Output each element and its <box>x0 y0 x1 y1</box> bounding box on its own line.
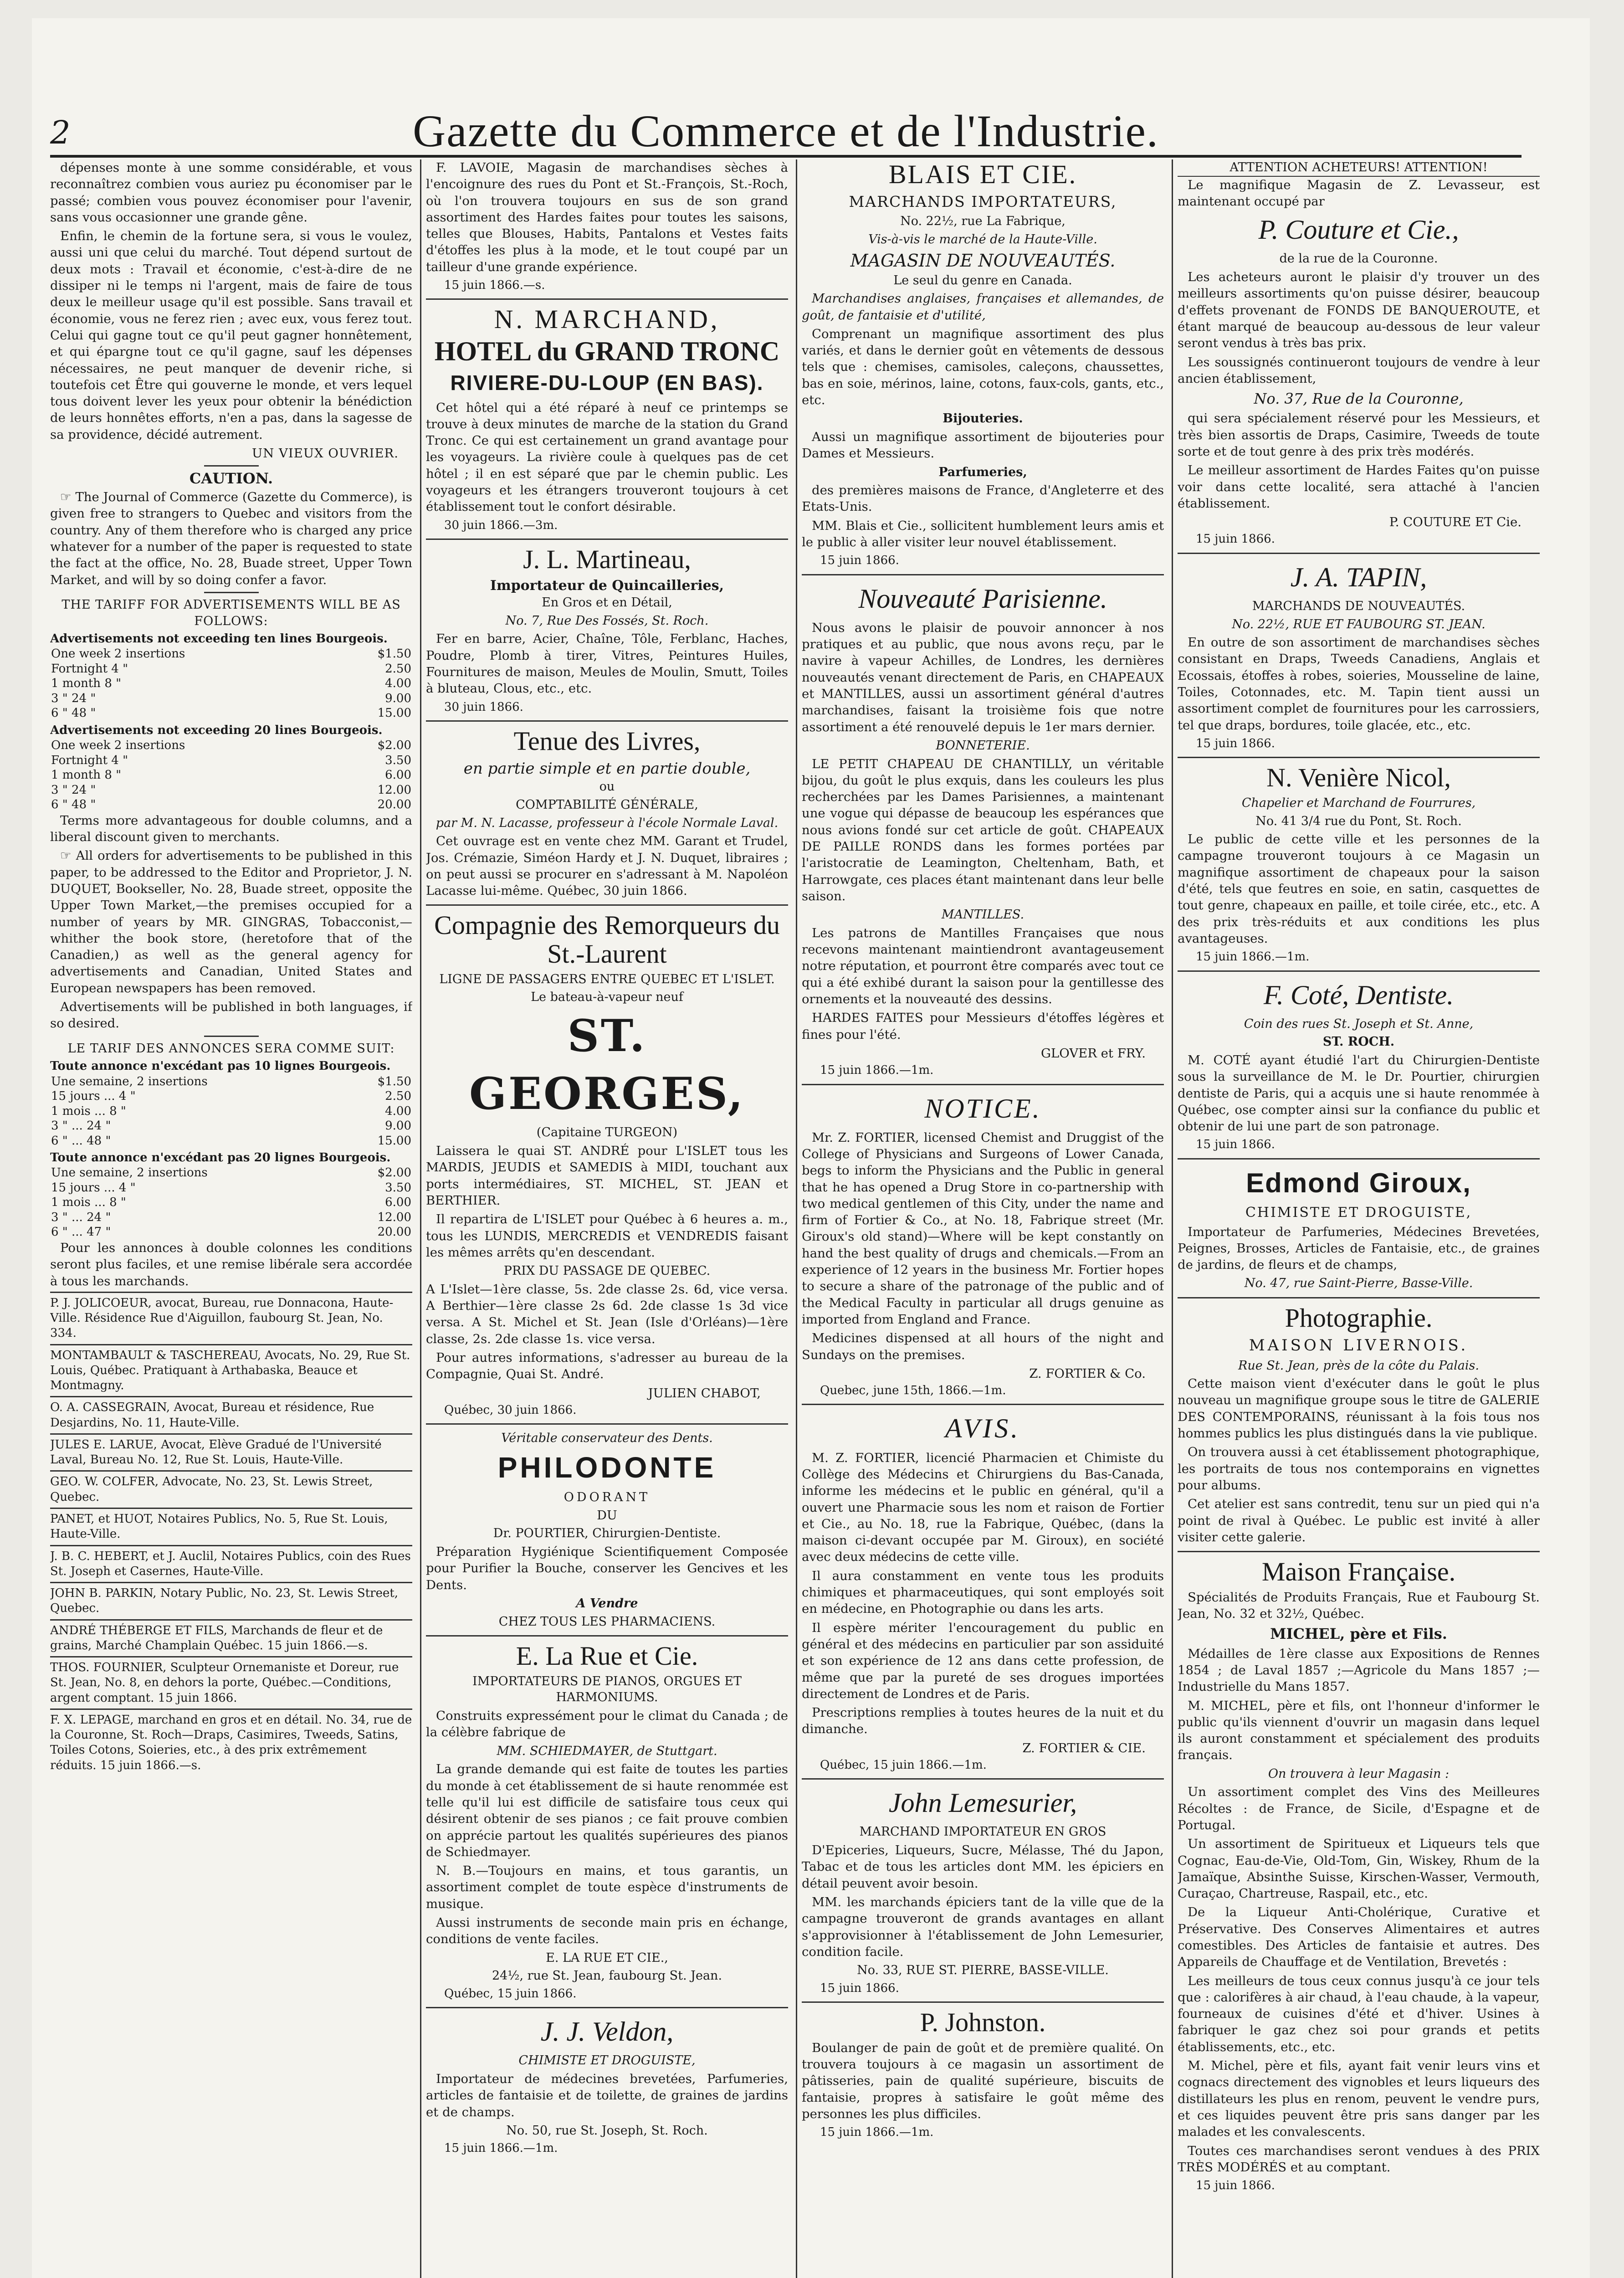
business-card: O. A. CASSEGRAIN, Avocat, Bureau et résidence, Rue Desjardins, No. 11, Haute-Ville. <box>50 1396 412 1433</box>
tariff-amount: $1.50 <box>377 647 411 661</box>
martineau-title: Importateur de Quincailleries, <box>490 577 724 594</box>
martineau-address: No. 7, Rue Des Fossés, St. Roch. <box>505 613 709 628</box>
attention-name: P. Couture et Cie., <box>1258 215 1459 245</box>
nicol-text: Le public de cette ville et les personnes de la campagne trouveront toujours à ce Magasin un magnifique assortiment de chapeaux pour la saison d'été, tels que feutres en soie, en satin, casquettes de tout genre, chapeaux en paille, et toile cirée, etc., etc. A des prix très-réduits et aux conditions les plus avantageuses. <box>1178 832 1540 946</box>
lavoie-ad-text: F. LAVOIE, Magasin de marchandises sèches à l'encoignure des rues du Pont et St.-François, St.-Roch, où l'on trouvera toujours en sus de son grand assortiment des Hardes faites pour toutes les saisons, telles que Blouses, Habits, Pantalons et Vestes faits d'étoffes les plus à la mode, et le tout coupé par un tailleur d'une grande expérience. <box>426 160 788 274</box>
divider <box>1178 1158 1540 1160</box>
martineau-text: Fer en barre, Acier, Chaîne, Tôle, Ferblanc, Haches, Poudre, Plomb à tirer, Vitres, Peintures Huiles, Fournitures de maison, Meules de Moulin, Smutt, Toiles à bluteau, Clous, etc., etc. <box>426 631 788 696</box>
journal-title: Gazette du Commerce et de l'Industrie. <box>413 106 1159 156</box>
tariff-row <box>50 706 412 721</box>
divider <box>1178 1551 1540 1552</box>
tariff-amount: 2.50 <box>385 1089 411 1103</box>
nicol-address: No. 41 3/4 rue du Pont, St. Roch. <box>1255 814 1462 828</box>
business-card: JULES E. LARUE, Avocat, Elève Gradué de l'Université Laval, Bureau No. 12, Rue St. Louis, Haute-Ville. <box>50 1433 412 1471</box>
veldon-name: J. J. Veldon, <box>540 2016 674 2047</box>
tariff-row <box>50 753 412 768</box>
blais-name: BLAIS ET CIE. <box>888 159 1077 189</box>
business-card: ANDRÉ THÉBERGE ET FILS, Marchands de fleur et de grains, Marché Champlain Québec. 15 juin 1866.—s. <box>50 1619 412 1657</box>
tariff-en-table-1 <box>50 646 412 721</box>
tariff-row <box>50 646 412 662</box>
caution-text: ☞ The Journal of Commerce (Gazette du Commerce), is given free to strangers to Quebec and visitors from the country. Any of them therefore who is charged any price whatever for a number of the paper is requested to state the fact at the office, No. 28, Buade street, Upper Town Market, and will by so doing confer a favor. <box>50 490 412 587</box>
divider <box>1178 757 1540 758</box>
divider <box>802 1084 1164 1085</box>
tariff-amount: 12.00 <box>377 783 411 797</box>
tariff-amount: 15.00 <box>377 706 411 720</box>
tariff-amount: 4.00 <box>385 1104 411 1118</box>
divider <box>1178 1297 1540 1298</box>
tariff-fr-table-2 <box>50 1165 412 1240</box>
tariff-row <box>50 1195 412 1210</box>
cote-roch: ST. ROCH. <box>1322 1035 1395 1049</box>
tariff-amount: 2.50 <box>385 662 411 676</box>
livres-author: par M. N. Lacasse, professeur à l'école Normale Laval. <box>435 816 779 830</box>
ad-date: 15 juin 1866.—s. <box>444 278 545 292</box>
tapin-address: No. 22½, RUE ET FAUBOURG ST. JEAN. <box>1232 617 1486 631</box>
column-3 <box>802 159 1164 2278</box>
mf-text: Médailles de 1ère classe aux Expositions de Rennes 1854 ; de Laval 1857 ;—Agricole du Mans 1857 ;—Industrielle du Mans 1857. <box>1178 1646 1540 1694</box>
tariff-en-heading: Advertisements not exceeding ten lines Bourgeois. <box>50 632 388 646</box>
avis-sign: Z. FORTIER & CIE. <box>1022 1740 1146 1755</box>
marchand-text: Cet hôtel qui a été réparé à neuf ce printemps se trouve à deux minutes de marche de la station du Grand Tronc. Ce qui est certainement un grand avantage pour les voyageurs. La rivière coule à quelques pas de cet hôtel ; il en est séparé que par le chemin public. Les voyageurs et les étrangers trouveront toujours à cet établissement tout le confort désirable. <box>426 400 788 514</box>
divider <box>426 720 788 722</box>
ad-date: 15 juin 1866.—1m. <box>820 2125 934 2139</box>
cote-name: F. Coté, Dentiste. <box>1263 980 1454 1010</box>
livres-compta: COMPTABILITÉ GÉNÉRALE, <box>516 798 698 812</box>
blais-vis: Vis-à-vis le marché de la Haute-Ville. <box>868 232 1097 246</box>
marchand-name: N. MARCHAND, <box>494 304 720 334</box>
mf-owner: MICHEL, père et Fils. <box>1270 1625 1447 1643</box>
business-card: PANET, et HUOT, Notaires Publics, No. 5, Rue St. Louis, Haute-Ville. <box>50 1508 412 1545</box>
tariff-row <box>50 1089 412 1104</box>
mf-text: M. MICHEL, père et fils, ont l'honneur d'informer le public qu'ils viennent d'ouvrir un magasin dans lequel ils auront constamment et spécialement des produits français. <box>1178 1698 1540 1763</box>
mf-text: Un assortiment complet des Vins des Meilleures Récoltes : de France, de Sicile, d'Espagne et de Portugal. <box>1178 1785 1540 1832</box>
cote-address: Coin des rues St. Joseph et St. Anne, <box>1244 1016 1474 1031</box>
tariff-amount: $2.00 <box>377 1166 411 1180</box>
tapin-text: En outre de son assortiment de marchandises sèches consistant en Draps, Tweeds Canadiens, Anglais et Ecossais, étoffes à robes, soieries, Mousseline de laine, Toiles, Cotonnades, etc. M. Tapin tient aussi un assortiment complet de fournitures pour les carrossiers, tel que draps, bordures, toile glacée, etc., etc. <box>1178 635 1540 733</box>
philodonte-text: Préparation Hygiénique Scientifiquement Composée pour Purifier la Bouche, conserver les Gencives et les Dents. <box>426 1544 788 1592</box>
larue-text: Aussi instruments de seconde main pris en échange, conditions de vente faciles. <box>426 1915 788 1947</box>
tariff-period: 3 " 24 " <box>51 783 96 797</box>
ad-date: 15 juin 1866. <box>820 554 899 568</box>
tariff-row <box>50 797 412 812</box>
divider <box>802 2001 1164 2003</box>
tariff-row <box>50 662 412 677</box>
tariff-amount: 3.50 <box>385 753 411 767</box>
caution-title: CAUTION. <box>189 470 273 487</box>
orders-text: ☞ All orders for advertisements to be published in this paper, to be addressed to the Editor and Proprietor, J. N. DUQUET, Bookseller, No. 28, Buade street, opposite the Upper Town Market,—the premises occupied for a number of years by MR. GINGRAS, Tobacconist,—whither the book store, (heretofore that of the Canadien,) as well as the general agency for advertisements and Canadian, United States and European newspapers has been removed. <box>50 848 412 995</box>
attention-text: Le magnifique Magasin de Z. Levasseur, est maintenant occupé par <box>1178 177 1540 209</box>
blais-text: Aussi un magnifique assortiment de bijouteries pour Dames et Messieurs. <box>802 429 1164 461</box>
veldon-address: No. 50, rue St. Joseph, St. Roch. <box>506 2123 708 2138</box>
photo-title: Photographie. <box>1285 1303 1433 1333</box>
larue-text: La grande demande qui est faite de toutes les parties du monde à cet établissement de si haute renommée est telle qu'il lui est difficile de satisfaire tous ceux qui désirent obtenir de ses pianos ; ce fait prouve combien on apprécie partout les qualités supérieures des pianos de Schiedmayer. <box>426 1762 788 1859</box>
marchand-hotel: HOTEL du GRAND TRONC <box>434 336 780 367</box>
tariff-amount: 6.00 <box>385 1195 411 1210</box>
ad-date: Québec, 30 juin 1866. <box>444 1403 577 1417</box>
divider <box>1178 970 1540 972</box>
veldon-text: Importateur de médecines brevetées, Parfumeries, articles de fantaisie et de toilette, de graines de jardins et de champs. <box>426 2071 788 2119</box>
ad-date: 30 juin 1866.—3m. <box>444 518 558 532</box>
giroux-text: Importateur de Parfumeries, Médecines Brevetées, Peignes, Brosses, Articles de Fantaisie, etc., de graines de jardins, de fleurs et de champs, <box>1178 1224 1540 1272</box>
column-rule <box>420 159 421 2278</box>
photo-text: Cette maison vient d'exécuter dans le goût le plus nouveau un magnifique groupe sous le titre de GALERIE DES CONTEMPORAINS, réunissant à la fois tous nos hommes publics les plus distingués dans la vie publique. <box>1178 1376 1540 1441</box>
nouveaute-mantilles: MANTILLES. <box>941 908 1025 922</box>
divider <box>426 298 788 300</box>
tariff-row <box>50 1118 412 1134</box>
blais-address: No. 22½, rue La Fabrique, <box>900 214 1066 229</box>
tariff-period: One week 2 insertions <box>51 739 185 753</box>
tariff-period: 3 " ... 24 " <box>51 1210 111 1224</box>
ad-date: Québec, 15 juin 1866.—1m. <box>820 1758 987 1772</box>
ad-date: 15 juin 1866.—1m. <box>444 2141 558 2155</box>
blais-text: MM. Blais et Cie., sollicitent humblement leurs amis et le public à aller visiter leur nouvel établissement. <box>802 518 1164 550</box>
tariff-row <box>50 1134 412 1149</box>
column-4 <box>1178 159 1540 2278</box>
philodonte-du: DU <box>597 1508 617 1523</box>
tariff-amount: 6.00 <box>385 768 411 782</box>
tariff-period: One week 2 insertions <box>51 647 185 661</box>
tariff-row <box>50 1210 412 1225</box>
ad-date: 15 juin 1866. <box>1196 532 1275 546</box>
avis-text: M. Z. FORTIER, licencié Pharmacien et Chimiste du Collège des Médecins et Chirurgiens du Bas-Canada, informe les médecins et le public en général, qu'il a ouvert une Pharmacie sous les nom et raison de Fortier et Cie., au No. 18, rue la Fabrique, Québec, (dans la maison ci-devant occupée par M. Giroux), en société avec deux médecins de cette ville. <box>802 1450 1164 1565</box>
tariff-amount: 12.00 <box>377 1210 411 1224</box>
divider <box>426 1635 788 1637</box>
blais-text: Comprenant un magnifique assortiment des plus variés, et dans le dernier goût en vêtements de dessous tels que : chemises, camisoles, caleçons, chaussettes, bas en soie, mérinos, laine, cotons, faux-cols, gants, etc., etc. <box>802 326 1164 407</box>
divider <box>1178 553 1540 554</box>
lemesurier-text: D'Epiceries, Liqueurs, Sucre, Mélasse, Thé du Japon, Tabac et de tous les articles dont MM. les épiciers en détail peuvent avoir besoin. <box>802 1843 1164 1891</box>
blais-seul: Le seul du genre en Canada. <box>893 273 1072 287</box>
tariff-period: 3 " 24 " <box>51 691 96 705</box>
page-number: 2 <box>50 114 71 151</box>
tariff-period: Une semaine, 2 insertions <box>51 1074 208 1088</box>
livres-sub: en partie simple et en partie double, <box>463 759 751 778</box>
remorqueurs-text: Laissera le quai ST. ANDRÉ pour L'ISLET tous les MARDIS, JEUDIS et SAMEDIS à MIDI, touchant aux ports intermédiaires, ST. MICHEL, ST. JEAN et BERTHIER. <box>426 1144 788 1208</box>
tariff-period: 15 jours ... 4 " <box>51 1089 136 1103</box>
tariff-period: 1 month 8 " <box>51 768 122 782</box>
larue-name: E. La Rue et Cie. <box>516 1641 698 1671</box>
business-card: THOS. FOURNIER, Sculpteur Ornemaniste et Doreur, rue St. Jean, No. 8, en dehors la porte, Québec.—Conditions, argent comptant. 15 juin 1866. <box>50 1656 412 1708</box>
tariff-period: 1 mois ... 8 " <box>51 1195 126 1210</box>
column-rule <box>1172 159 1173 2278</box>
ad-date: 15 juin 1866. <box>1196 2179 1275 2193</box>
divider <box>426 904 788 906</box>
business-card: P. J. JOLICOEUR, avocat, Bureau, rue Donnacona, Haute-Ville. Résidence Rue d'Aiguillon, faubourg St. Jean, No. 334. <box>50 1292 412 1344</box>
tariff-en-note: Terms more advantageous for double columns, and a liberal discount given to merchants. <box>50 813 412 845</box>
tariff-period: 6 " 48 " <box>51 798 96 812</box>
mf-text: Un assortiment de Spiritueux et Liqueurs tels que Cognac, Eau-de-Vie, Old-Tom, Gin, Wiskey, Rhum de la Jamaïque, Absinthe Suisse, Kirschen-Wasser, Vermouth, Curaçao, Chartreuse, Raspail, etc., etc. <box>1178 1837 1540 1901</box>
tariff-row <box>50 1180 412 1195</box>
tariff-period: 15 jours ... 4 " <box>51 1180 136 1195</box>
giroux-title: CHIMISTE ET DROGUISTE, <box>1245 1204 1472 1221</box>
tariff-period: 1 month 8 " <box>51 677 122 691</box>
philodonte-tag: Véritable conservateur des Dents. <box>501 1431 713 1446</box>
ad-date: 15 juin 1866.—1m. <box>1196 950 1310 964</box>
mf-text: Toutes ces marchandises seront vendues à des PRIX TRÈS MODÉRÉS et au comptant. <box>1178 2143 1540 2175</box>
tariff-fr-note: Pour les annonces à double colonnes les conditions seront plus faciles, et une remise libérale sera accordée à tous les marchands. <box>50 1240 412 1288</box>
blais-magasin: MAGASIN DE NOUVEAUTÉS. <box>850 251 1116 271</box>
tariff-amount: 3.50 <box>385 1180 411 1195</box>
tariff-row <box>50 783 412 798</box>
tariff-row <box>50 691 412 706</box>
blais-parfumeries: Parfumeries, <box>938 465 1027 479</box>
mf-text: Spécialités de Produits Français, Rue et Faubourg St. Jean, No. 32 et 32½, Québec. <box>1178 1590 1540 1621</box>
tariff-row <box>50 768 412 783</box>
cote-text: M. COTÉ ayant étudié l'art du Chirurgien-Dentiste sous la surveillance de M. le Dr. Pourtier, chirurgien dentiste de Paris, qui a acquis une si haute renommée à Québec, ose compter ainsi sur la confiance du public et obtenir de lui une part de son patronage. <box>1178 1052 1540 1134</box>
mf-trouve: On trouvera à leur Magasin : <box>1268 1766 1450 1781</box>
livres-text: Cet ouvrage est en vente chez MM. Garant et Trudel, Jos. Crémazie, Siméon Hardy et J. N. Duquet, libraires ; on peut aussi se procurer en s'adressant à M. Napoléon Lacasse lui-même. Québec, 30 juin 1866. <box>426 834 788 898</box>
ad-date: Québec, 15 juin 1866. <box>444 1986 577 2001</box>
remorqueurs-info: Pour autres informations, s'adresser au bureau de la Compagnie, Quai St. André. <box>426 1350 788 1382</box>
tariff-fr-title: LE TARIF DES ANNONCES SERA COMME SUIT: <box>67 1041 395 1056</box>
tariff-en-title: THE TARIFF FOR ADVERTISEMENTS WILL BE AS FOLLOWS: <box>61 597 401 628</box>
tariff-fr-heading: Toute annonce n'excédant pas 20 lignes Bourgeois. <box>50 1151 391 1165</box>
remorqueurs-sub: LIGNE DE PASSAGERS ENTRE QUEBEC ET L'ISLET. <box>439 972 775 986</box>
nouveaute-text: Les patrons de Mantilles Françaises que nous recevons maintenant maintiendront avantageusement notre réputation, et pourront être comparés avec tout ce qui a été exhibé durant la saison pour la gentillesse des ornements et la nouveauté des dessins. <box>802 925 1164 1006</box>
mf-text: M. Michel, père et fils, ayant fait venir leurs vins et cognacs directement des vignobles et leurs liqueurs des distillateurs les plus en renom, peuvent le vendre purs, et ces liquides peuvent être pris sans danger par les malades et les convalescents. <box>1178 2058 1540 2139</box>
notice-title: NOTICE. <box>924 1093 1041 1124</box>
nouveaute-bonneterie: BONNETERIE. <box>936 738 1030 753</box>
divider <box>426 1423 788 1425</box>
notice-sign: Z. FORTIER & Co. <box>1029 1366 1146 1381</box>
divider <box>426 539 788 540</box>
tariff-row <box>50 1225 412 1240</box>
tariff-row <box>50 676 412 691</box>
marchand-place: RIVIERE-DU-LOUP (EN BAS). <box>450 370 764 395</box>
photo-text: Cet atelier est sans contredit, tenu sur un pied qui n'a point de rival à Québec. Le public est invité à aller visiter cette galerie. <box>1178 1497 1540 1544</box>
martineau-sub: En Gros et en Détail, <box>542 595 672 610</box>
ad-date: 15 juin 1866. <box>820 1981 899 1995</box>
tariff-amount: $1.50 <box>377 1074 411 1088</box>
business-card: MONTAMBAULT & TASCHEREAU, Avocats, No. 29, Rue St. Louis, Québec. Pratiquant à Arthabaska, Beauce et Montmagny. <box>50 1344 412 1396</box>
notice-text: Mr. Z. FORTIER, licensed Chemist and Druggist of the College of Physicians and Surgeons of Lower Canada, begs to inform the Physicians and the Public in general that he has opened a Drug Store in co-partnership with two medical gentlemen of this City, under the name and firm of Fortier & Co., at No. 18, Fabrique street (Mr. Giroux's old stand)—Where will be kept constantly on hand the best quality of drugs and chemicals.—From an experience of 12 years in the business Mr. Fortier hopes to secure a share of the patronage of the public and of the Medical Faculty in particular all drugs genuine as imported from England and France. <box>802 1130 1164 1327</box>
orders-text: Advertisements will be published in both languages, if so desired. <box>50 1000 412 1031</box>
remorqueurs-boat-label: Le bateau-à-vapeur neuf <box>531 990 683 1005</box>
tariff-period: 3 " ... 24 " <box>51 1119 111 1133</box>
avis-title: AVIS. <box>945 1413 1021 1444</box>
larue-title: IMPORTATEURS DE PIANOS, ORGUES ET HARMONIUMS. <box>472 1674 742 1705</box>
attention-sign: P. COUTURE ET Cie. <box>1389 515 1522 530</box>
tariff-row <box>50 1074 412 1089</box>
nouveaute-title: Nouveauté Parisienne. <box>858 583 1107 614</box>
tapin-title: MARCHANDS DE NOUVEAUTÉS. <box>1252 599 1465 613</box>
tariff-period: Une semaine, 2 insertions <box>51 1166 208 1180</box>
martineau-name: J. L. Martineau, <box>523 544 691 574</box>
avis-text: Prescriptions remplies à toutes heures de la nuit et du dimanche. <box>802 1705 1164 1737</box>
ad-date: Quebec, june 15th, 1866.—1m. <box>820 1384 1006 1398</box>
larue-text: N. B.—Toujours en mains, et tous garantis, un assortiment complet de toute espèce d'instruments de musique. <box>426 1863 788 1911</box>
nouveaute-text: HARDES FAITES pour Messieurs d'étoffes légères et fines pour l'été. <box>802 1011 1164 1042</box>
lemesurier-text: MM. les marchands épiciers tant de la ville que de la campagne trouveront de grands avantages en allant s'approvisionner à l'établissement de John Lemesurier, condition facile. <box>802 1895 1164 1959</box>
livres-title: Tenue des Livres, <box>513 726 701 756</box>
philodonte-name: PHILODONTE <box>497 1451 717 1484</box>
attention-text: Le meilleur assortiment de Hardes Faites qu'on puisse voir dans cette localité, sera attaché à l'ancien établissement. <box>1178 463 1540 511</box>
blais-title: MARCHANDS IMPORTATEURS, <box>849 192 1117 210</box>
divider <box>204 465 259 467</box>
giroux-name: Edmond Giroux, <box>1246 1167 1471 1198</box>
blais-bijouteries: Bijouteries. <box>943 411 1023 426</box>
remorqueurs-sign: JULIEN CHABOT, <box>648 1385 761 1401</box>
photo-text: On trouvera aussi à cet établissement photographique, les portraits de tous nos contemporains en vignettes pour albums. <box>1178 1445 1540 1493</box>
tariff-amount: 20.00 <box>377 798 411 812</box>
divider <box>204 1036 259 1037</box>
tariff-period: 1 mois ... 8 " <box>51 1104 126 1118</box>
divider <box>426 2007 788 2008</box>
business-card: F. X. LEPAGE, marchand en gros et en détail. No. 34, rue de la Couronne, St. Roch—Draps, Casimires, Tweeds, Satins, Toiles Cotons, Soieries, etc., à des prix extrêmement réduits. 15 juin 1866.—s. <box>50 1708 412 1776</box>
tariff-period: 6 " ... 47 " <box>51 1225 111 1239</box>
lemesurier-address: No. 33, RUE ST. PIERRE, BASSE-VILLE. <box>857 1963 1109 1978</box>
attention-text: qui sera spécialement réservé pour les Messieurs, et très bien assortis de Draps, Casimire, Tweeds de toute sorte et de tout genre à des prix très modérés. <box>1178 411 1540 459</box>
nouveaute-text: Nous avons le plaisir de pouvoir annoncer à nos pratiques et au public, que nous avons reçu, par le navire à vapeur Achilles, de Londres, les dernières nouveautés venant directement de Paris, en CHAPEAUX et MANTILLES, aussi un assortiment général d'autres marchandises, faisant la troisième fois que notre assortiment a été renouvelé depuis le 1er mars dernier. <box>802 620 1164 734</box>
mf-text: Les meilleurs de tous ceux connus jusqu'à ce jour tels que : calorifères à air chaud, à l'eau chaude, à la vapeur, fourneaux de cuisines d'été et d'hiver. Usines à fabriquer le gaz chez soi pour grands et petits établissements, etc., etc. <box>1178 1973 1540 2054</box>
divider <box>204 592 259 593</box>
larue-text: Construits expressément pour le climat du Canada ; de la célèbre fabrique de <box>426 1708 788 1740</box>
photo-maison: MAISON LIVERNOIS. <box>1249 1336 1469 1354</box>
lemesurier-title: MARCHAND IMPORTATEUR EN GROS <box>859 1825 1107 1839</box>
avis-text: Il aura constamment en vente tous les produits chimiques et pharmaceutiques, qui sont employés soit en médecine, en Photographie ou dans les arts. <box>802 1568 1164 1616</box>
divider <box>802 1778 1164 1780</box>
philodonte-where: CHEZ TOUS LES PHARMACIENS. <box>498 1614 716 1629</box>
tariff-amount: 9.00 <box>385 691 411 705</box>
mf-text: De la Liqueur Anti-Cholérique, Curative et Préservative. Des Conserves Alimentaires et autres comestibles. Des Articles de fantaisie et autres. Des Appareils de Chauffage et de Ventilation, Brevetés : <box>1178 1905 1540 1970</box>
philodonte-dr: Dr. POURTIER, Chirurgien-Dentiste. <box>493 1526 721 1541</box>
attention-address: de la rue de la Couronne. <box>1279 251 1438 266</box>
attention-text: Les acheteurs auront le plaisir d'y trouver un des meilleurs assortiments qu'on puisse désirer, beaucoup d'effets provenant de FONDS DE BANQUEROUTE, et étant marqué de beaucoup au-dessous de leur valeur seront vendus à très bas prix. <box>1178 270 1540 351</box>
tariff-fr-heading: Toute annonce n'excédant pas 10 lignes Bourgeois. <box>50 1059 391 1073</box>
tariff-row <box>50 1104 412 1119</box>
business-card: JOHN B. PARKIN, Notary Public, No. 23, St. Lewis Street, Quebec. <box>50 1582 412 1619</box>
business-cards <box>50 1292 412 1776</box>
mf-title: Maison Française. <box>1261 1557 1456 1587</box>
business-card: J. B. C. HEBERT, et J. Auclil, Notaires Publics, coin des Rues St. Joseph et Casernes, Haute-Ville. <box>50 1545 412 1582</box>
business-card: GEO. W. COLFER, Advocate, No. 23, St. Lewis Street, Quebec. <box>50 1470 412 1508</box>
column-1 <box>50 159 412 2278</box>
attention-address2: No. 37, Rue de la Couronne, <box>1254 390 1464 408</box>
tariff-period: Fortnight 4 " <box>51 662 128 676</box>
blais-march: Marchandises anglaises, françaises et allemandes, de goût, de fantaisie et d'utilité, <box>802 291 1164 323</box>
lemesurier-name: John Lemesurier, <box>888 1788 1077 1818</box>
nouveaute-sign: GLOVER et FRY. <box>1040 1046 1146 1061</box>
larue-maker: MM. SCHIEDMAYER, de Stuttgart. <box>497 1744 717 1758</box>
masthead <box>50 106 1522 158</box>
attention-text: Les soussignés continueront toujours de vendre à leur ancien établissement, <box>1178 354 1540 386</box>
divider <box>802 574 1164 575</box>
ad-date: 15 juin 1866. <box>1196 1138 1275 1152</box>
larue-address: 24½, rue St. Jean, faubourg St. Jean. <box>492 1969 722 1983</box>
avis-text: Il espère mériter l'encouragement du public en général et des médecins en particulier par son assiduité et son expérience de 12 ans dans cette profession, de même que par la pureté de ses drogues importées directement de Londres et de Paris. <box>802 1620 1164 1701</box>
tariff-amount: 4.00 <box>385 677 411 691</box>
remorqueurs-captain: (Capitaine TURGEON) <box>536 1125 678 1140</box>
tariff-amount: 15.00 <box>377 1134 411 1148</box>
tariff-period: 6 " 48 " <box>51 706 96 720</box>
ad-date: 15 juin 1866.—1m. <box>820 1063 934 1077</box>
larue-sign: E. LA RUE ET CIE., <box>546 1950 668 1965</box>
nicol-name: N. Venière Nicol, <box>1266 763 1451 793</box>
tariff-en-heading: Advertisements not exceeding 20 lines Bourgeois. <box>50 723 383 737</box>
philodonte-vendre: A Vendre <box>576 1596 638 1611</box>
remorqueurs-fares: A L'Islet—1ère classe, 5s. 2de classe 2s. 6d, vice versa. A Berthier—1ère classe 2s 6d. 2de classe 1s 3d vice versa. A St. Michel et St. Jean (Isle d'Orléans)—1ère classe, 2s. 2de classe 1s. vice versa. <box>426 1282 788 1346</box>
remorqueurs-boat: ST. GEORGES, <box>469 1010 745 1119</box>
nouveaute-text: LE PETIT CHAPEAU DE CHANTILLY, un véritable bijou, du goût le plus exquis, dans les couleurs les plus recherchées par les Dames Parisiennes, a maintenant une vogue qui dépasse de beaucoup les espérances que nous avions fondé sur cet article de goût. CHAPEAUX DE PAILLE RONDS dans les formes portées par l'aristocratie de Leamington, Cheltenham, Bath, et Harrowgate, ces places étant maintenant dans leur belle saison. <box>802 756 1164 903</box>
livres-ou: ou <box>599 780 615 794</box>
johnston-text: Boulanger de pain de goût et de première qualité. On trouvera toujours à ce magasin un assortiment de pâtisseries, pain de qualité supérieure, biscuits de fantaisie, propres à satisfaire le goût même des personnes les plus difficiles. <box>802 2040 1164 2121</box>
article-text: Enfin, le chemin de la fortune sera, si vous le voulez, aussi uni que celui du marché. Tout dépend surtout de deux mots : Travail et économie, c'est-à-dire de ne dissiper ni le temps ni l'argent, mais de faire de tous deux le meilleur usage qu'il est possible. Sans travail et économie, vous ne ferez rien ; avec eux, vous ferez tout. Celui qui gagne tout ce qu'il peut gagner honnêtement, et qui épargne tout ce qu'il gagne, sauf les dépenses nécessaires, ne peut manquer de devenir riche, si toutefois cet Être qui gouverne le monde, et vers lequel tous doivent lever les yeux pour obtenir la bénédiction de leurs honnêtes efforts, n'en a pas, dans la sagesse de sa providence, décidé autrement. <box>50 229 412 442</box>
giroux-address: No. 47, rue Saint-Pierre, Basse-Ville. <box>1244 1276 1473 1291</box>
tariff-row <box>50 738 412 753</box>
johnston-name: P. Johnston. <box>920 2007 1046 2037</box>
veldon-title: CHIMISTE ET DROGUISTE, <box>518 2053 696 2068</box>
notice-text: Medicines dispensed at all hours of the night and Sundays on the premises. <box>802 1331 1164 1362</box>
remorqueurs-text: Il repartira de L'ISLET pour Québec à 6 heures a. m., tous les LUNDIS, MERCREDIS et VENDREDIS faisant les mêmes arrêts qu'en descendant. <box>426 1212 788 1260</box>
article-text: dépenses monte à une somme considérable, et vous reconnaîtrez combien vous auriez pu économiser par le passé; combien vous pouvez économiser pour l'avenir, sans vous occasionner une grande gêne. <box>50 160 412 225</box>
tariff-amount: 20.00 <box>377 1225 411 1239</box>
tariff-amount: 9.00 <box>385 1119 411 1133</box>
ad-date: 15 juin 1866. <box>1196 736 1275 750</box>
tariff-row <box>50 1165 412 1180</box>
attention-title: ATTENTION ACHETEURS! ATTENTION! <box>1178 159 1540 177</box>
tapin-name: J. A. TAPIN, <box>1290 562 1427 592</box>
blais-text: des premières maisons de France, d'Angleterre et des Etats-Unis. <box>802 483 1164 514</box>
photo-address: Rue St. Jean, près de la côte du Palais. <box>1238 1358 1479 1373</box>
remorqueurs-title: Compagnie des Remorqueurs du St.-Laurent <box>434 910 780 969</box>
philodonte-sub: ODORANT <box>564 1490 651 1505</box>
tariff-amount: $2.00 <box>377 739 411 753</box>
divider <box>802 1404 1164 1405</box>
remorqueurs-prix: PRIX DU PASSAGE DE QUEBEC. <box>503 1264 711 1278</box>
ad-date: 30 juin 1866. <box>444 700 523 714</box>
article-signature: UN VIEUX OUVRIER. <box>252 446 399 461</box>
tariff-en-table-2 <box>50 738 412 812</box>
nicol-title: Chapelier et Marchand de Fourrures, <box>1241 795 1476 810</box>
column-2 <box>426 159 788 2278</box>
tariff-period: 6 " ... 48 " <box>51 1134 111 1148</box>
tariff-fr-table-1 <box>50 1074 412 1149</box>
column-rule <box>796 159 797 2278</box>
tariff-period: Fortnight 4 " <box>51 753 128 767</box>
